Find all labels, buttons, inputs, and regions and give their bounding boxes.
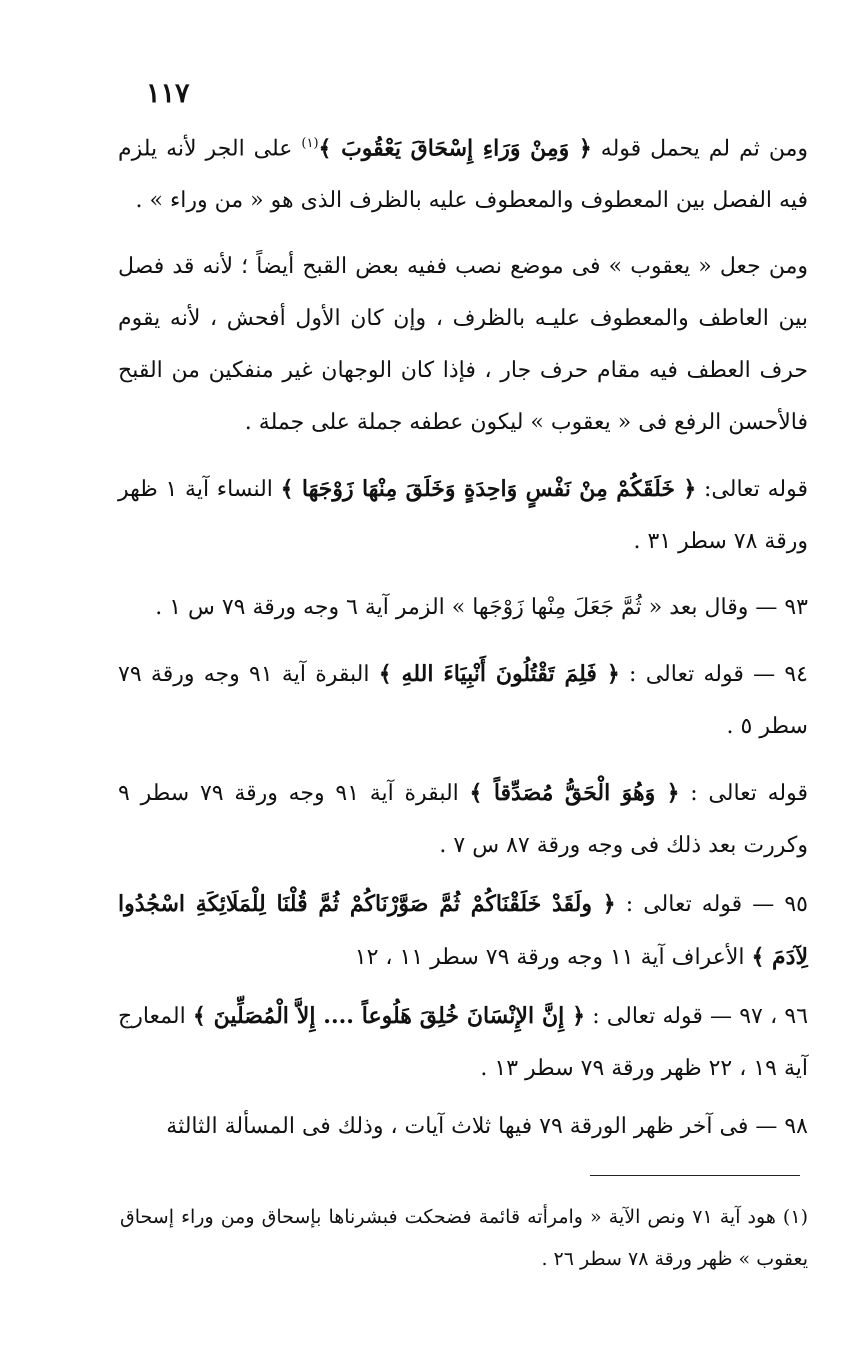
entry-93: ٩٣ — وقال بعد « ثُمَّ جَعَلَ مِنْها زَوْجَها » الزمر آية ٦ وجه ورقة ٧٩ س ١ . [155, 595, 808, 621]
paragraph-intro: ٩٤ — قوله تعالى : [629, 662, 808, 688]
main-text [118, 118, 808, 1153]
quran-quote: ﴿ ولَقَدْ خَلَقْنَاكُمْ ثُمَّ صَوَّرْنَاكُمْ ثُمَّ قُلْنَا لِلْمَلَائِكَةِ اسْجُدُوا لِآدَمَ ﴾ [118, 891, 808, 971]
paragraph-rest: المعارج آية ١٩ ، ٢٢ ظهر ورقة ٧٩ سطر ١٣ . [118, 1004, 808, 1082]
entry-96-97 [118, 990, 808, 1095]
entry-98: ٩٨ — فى آخر ظهر الورقة ٧٩ فيها ثلاث آيات ، وذلك فى المسألة الثالثة [166, 1114, 808, 1140]
paragraph-6 [118, 767, 808, 872]
paragraph-rest: البقرة آية ٩١ وجه ورقة ٧٩ سطر ٩ وكررت بعد ذلك فى وجه ورقة ٨٧ س ٧ . [118, 781, 808, 859]
entry-94 [118, 648, 808, 753]
footnote-marker: (١) [301, 136, 319, 151]
paragraph-rest: النساء آية ١ ظهر ورقة ٧٨ سطر ٣١ . [118, 477, 808, 555]
footnote: (١) هود آية ٧١ ونص الآية « وامرأته قائمة فضحكت فبشرناها بإسحاق ومن وراء إسحاق يعقوب » ظهر ورقة ٧٨ سطر ٢٦ . [120, 1206, 808, 1270]
paragraph-intro: ٩٦ ، ٩٧ — قوله تعالى : [592, 1004, 809, 1030]
paragraph-intro: قوله تعالى : [690, 781, 809, 807]
paragraph-rest: على الجر لأنه يلزم فيه الفصل بين المعطوف والمعطوف عليه بالظرف الذى هو « من وراء » . [118, 136, 808, 214]
quran-quote: ﴿ وَهُوَ الْحَقُّ مُصَدِّقاً ﴾ [469, 780, 680, 807]
quran-quote: ﴿ فَلِمَ تَقْتُلُونَ أَنْبِيَاءَ اللهِ ﴾ [378, 661, 620, 688]
paragraph-rest: البقرة آية ٩١ وجه ورقة ٧٩ سطر ٥ . [118, 662, 808, 740]
paragraph-rest: الأعراف آية ١١ وجه ورقة ٧٩ سطر ١١ ، ١٢ [354, 945, 745, 971]
paragraph-1 [118, 118, 808, 227]
paragraph-intro: قوله تعالى: [704, 477, 808, 503]
quran-quote: ﴿ خَلَقَكُمْ مِنْ نَفْسٍ وَاحِدَةٍ وَخَلَقَ مِنْهَا زَوْجَهَا ﴾ [280, 476, 697, 503]
paragraph-intro: ومن ثم لم يحمل قوله [600, 136, 808, 162]
entry-95 [118, 878, 808, 984]
footnote-divider [590, 1175, 800, 1176]
quran-quote: ﴿ إِنَّ الإِنْسَانَ خُلِقَ هَلُوعاً .... إِلاَّ الْمُصَلِّينَ ﴾ [192, 1003, 585, 1030]
paragraph-3 [118, 463, 808, 568]
paragraph-intro: ٩٥ — قوله تعالى : [625, 892, 808, 918]
page-number: ١١٧ [146, 78, 190, 109]
paragraph-2: ومن جعل « يعقوب » فى موضع نصب ففيه بعض القبح أيضاً ؛ لأنه قد فصل بين العاطف والمعطوف عليـه بالظرف ، وإن كان الأول أفحش ، لأنه يقوم حرف العطف فيه مقام حرف جار ، فإذا كان الوجهان غير منفكين من القبح فالأحسن الرفع فى « يعقوب » ليكون عطفه جملة على جملة . [118, 254, 808, 436]
quran-quote: ﴿ وَمِنْ وَرَاءِ إِسْحَاقَ يَعْقُوبَ ﴾ [318, 135, 592, 162]
